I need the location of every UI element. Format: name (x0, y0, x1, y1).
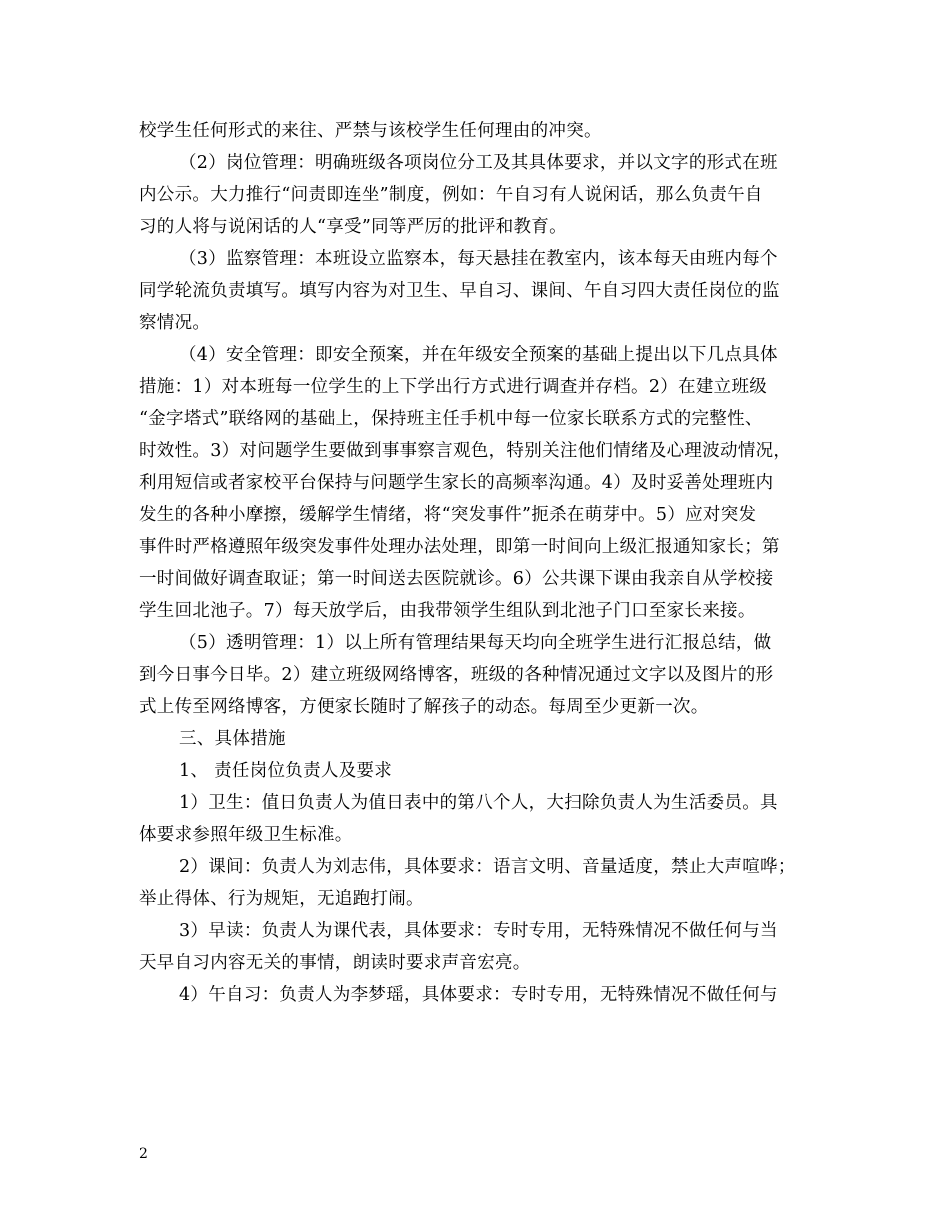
text-line: 1）卫生：值日负责人为值日表中的第八个人，大扫除负责人为生活委员。具 (179, 793, 778, 813)
text-line: 式上传至网络博客，方便家长随时了解孩子的动态。每周至少更新一次。 (139, 697, 709, 717)
text-line: 利用短信或者家校平台保持与问题学生家长的高频率沟通。4）及时妥善处理班内 (139, 473, 774, 493)
text-line: 察情况。 (139, 313, 211, 333)
text-line: 一时间做好调查取证；第一时间送去医院就诊。6）公共课下课由我亲自从学校接 (139, 569, 774, 589)
text-line: 同学轮流负责填写。填写内容为对卫生、早自习、课间、午自习四大责任岗位的监 (139, 281, 780, 301)
text-line: 三、具体措施 (179, 729, 286, 749)
text-line: “金字塔式”联络网的基础上，保持班主任手机中每一位家长联系方式的完整性、 (139, 409, 763, 429)
text-line: 2）课间：负责人为刘志伟，具体要求：语言文明、音量适度，禁止大声喧哗； (179, 857, 796, 877)
text-line: 发生的各种小摩擦，缓解学生情绪，将“突发事件”扼杀在萌芽中。5）应对突发 (139, 505, 757, 525)
text-line: 事件时严格遵照年级突发事件处理办法处理，即第一时间向上级汇报通知家长；第 (139, 537, 780, 557)
text-line: （3）监察管理：本班设立监察本，每天悬挂在教室内，该本每天由班内每个 (179, 249, 778, 269)
text-line: 体要求参照年级卫生标准。 (139, 825, 353, 845)
body-text (139, 115, 829, 1011)
text-line: 时效性。3）对问题学生要做到事事察言观色，特别关注他们情绪及心理波动情况， (139, 441, 792, 461)
text-line: 3）早读：负责人为课代表，具体要求：专时专用，无特殊情况不做任何与当 (179, 921, 778, 941)
text-line: （2）岗位管理：明确班级各项岗位分工及其具体要求，并以文字的形式在班 (179, 153, 778, 173)
text-line: 措施：1）对本班每一位学生的上下学出行方式进行调查并存档。2）在建立班级 (139, 377, 768, 397)
text-line: 天早自习内容无关的事情，朗读时要求声音宏亮。 (139, 953, 531, 973)
text-line: 校学生任何形式的来往、严禁与该校学生任何理由的冲突。 (139, 121, 602, 141)
text-line: 学生回北池子。7）每天放学后，由我带领学生组队到北池子门口至家长来接。 (139, 601, 756, 621)
text-line: （5）透明管理：1）以上所有管理结果每天均向全班学生进行汇报总结，做 (179, 633, 772, 653)
text-line: 举止得体、行为规矩，无追跑打闹。 (139, 889, 424, 909)
text-line: （4）安全管理：即安全预案，并在年级安全预案的基础上提出以下几点具体 (179, 345, 778, 365)
text-line: 4）午自习：负责人为李梦瑶，具体要求：专时专用，无特殊情况不做任何与 (179, 985, 778, 1005)
text-line: 内公示。大力推行“问责即连坐”制度，例如：午自习有人说闲话，那么负责午自 (139, 185, 763, 205)
page-number: 2 (139, 1146, 148, 1162)
text-line: 习的人将与说闲话的人“享受”同等严厉的批评和教育。 (139, 217, 567, 237)
text-line: 到今日事今日毕。2）建立班级网络博客，班级的各种情况通过文字以及图片的形 (139, 665, 774, 685)
text-line: 1、 责任岗位负责人及要求 (179, 761, 393, 781)
